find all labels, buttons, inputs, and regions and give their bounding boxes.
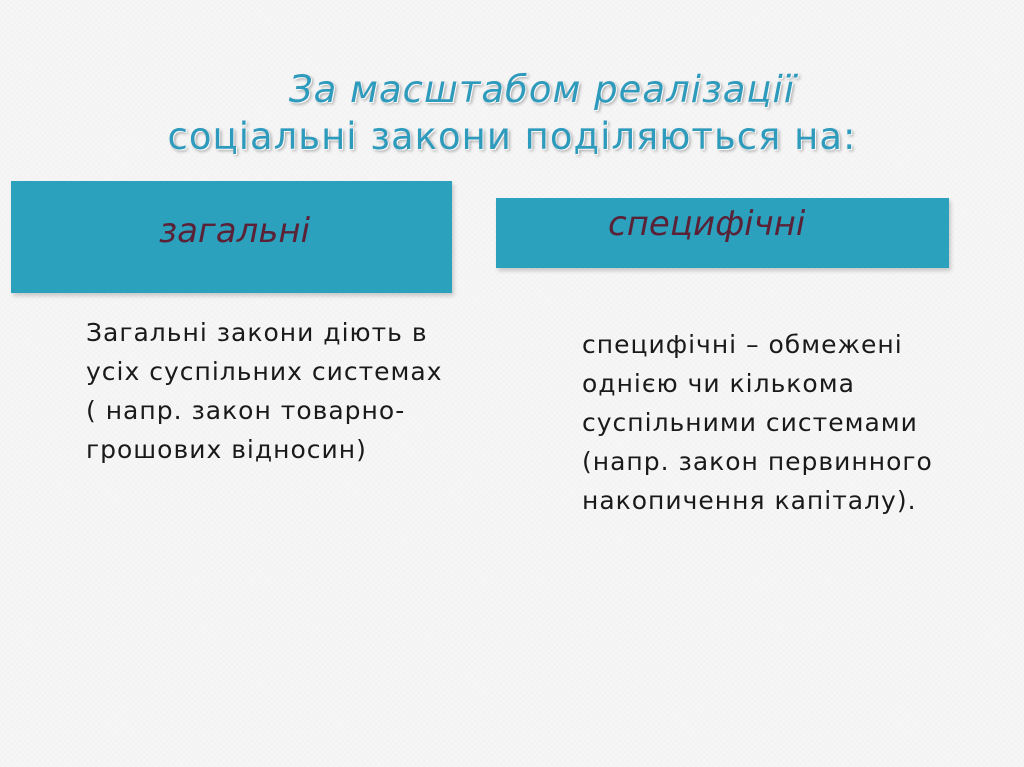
specific-laws-description: специфічні – обмежені однією чи кількома суспільними системами (напр. закон первинного накопичення капіталу). [582, 330, 933, 515]
slide-title [0, 66, 1024, 160]
general-laws-label: загальні [159, 211, 311, 251]
general-laws-box [11, 181, 452, 293]
slide-title-line1: За масштабом реалізації [288, 68, 796, 111]
specific-laws-box [496, 198, 949, 268]
slide-title-line2: соціальні закони поділяються на: [167, 115, 857, 158]
general-laws-description: Загальні закони діють в усіх суспільних системах ( напр. закон товарно- грошових відносин) [86, 318, 443, 464]
specific-laws-label: специфічні [608, 204, 806, 244]
